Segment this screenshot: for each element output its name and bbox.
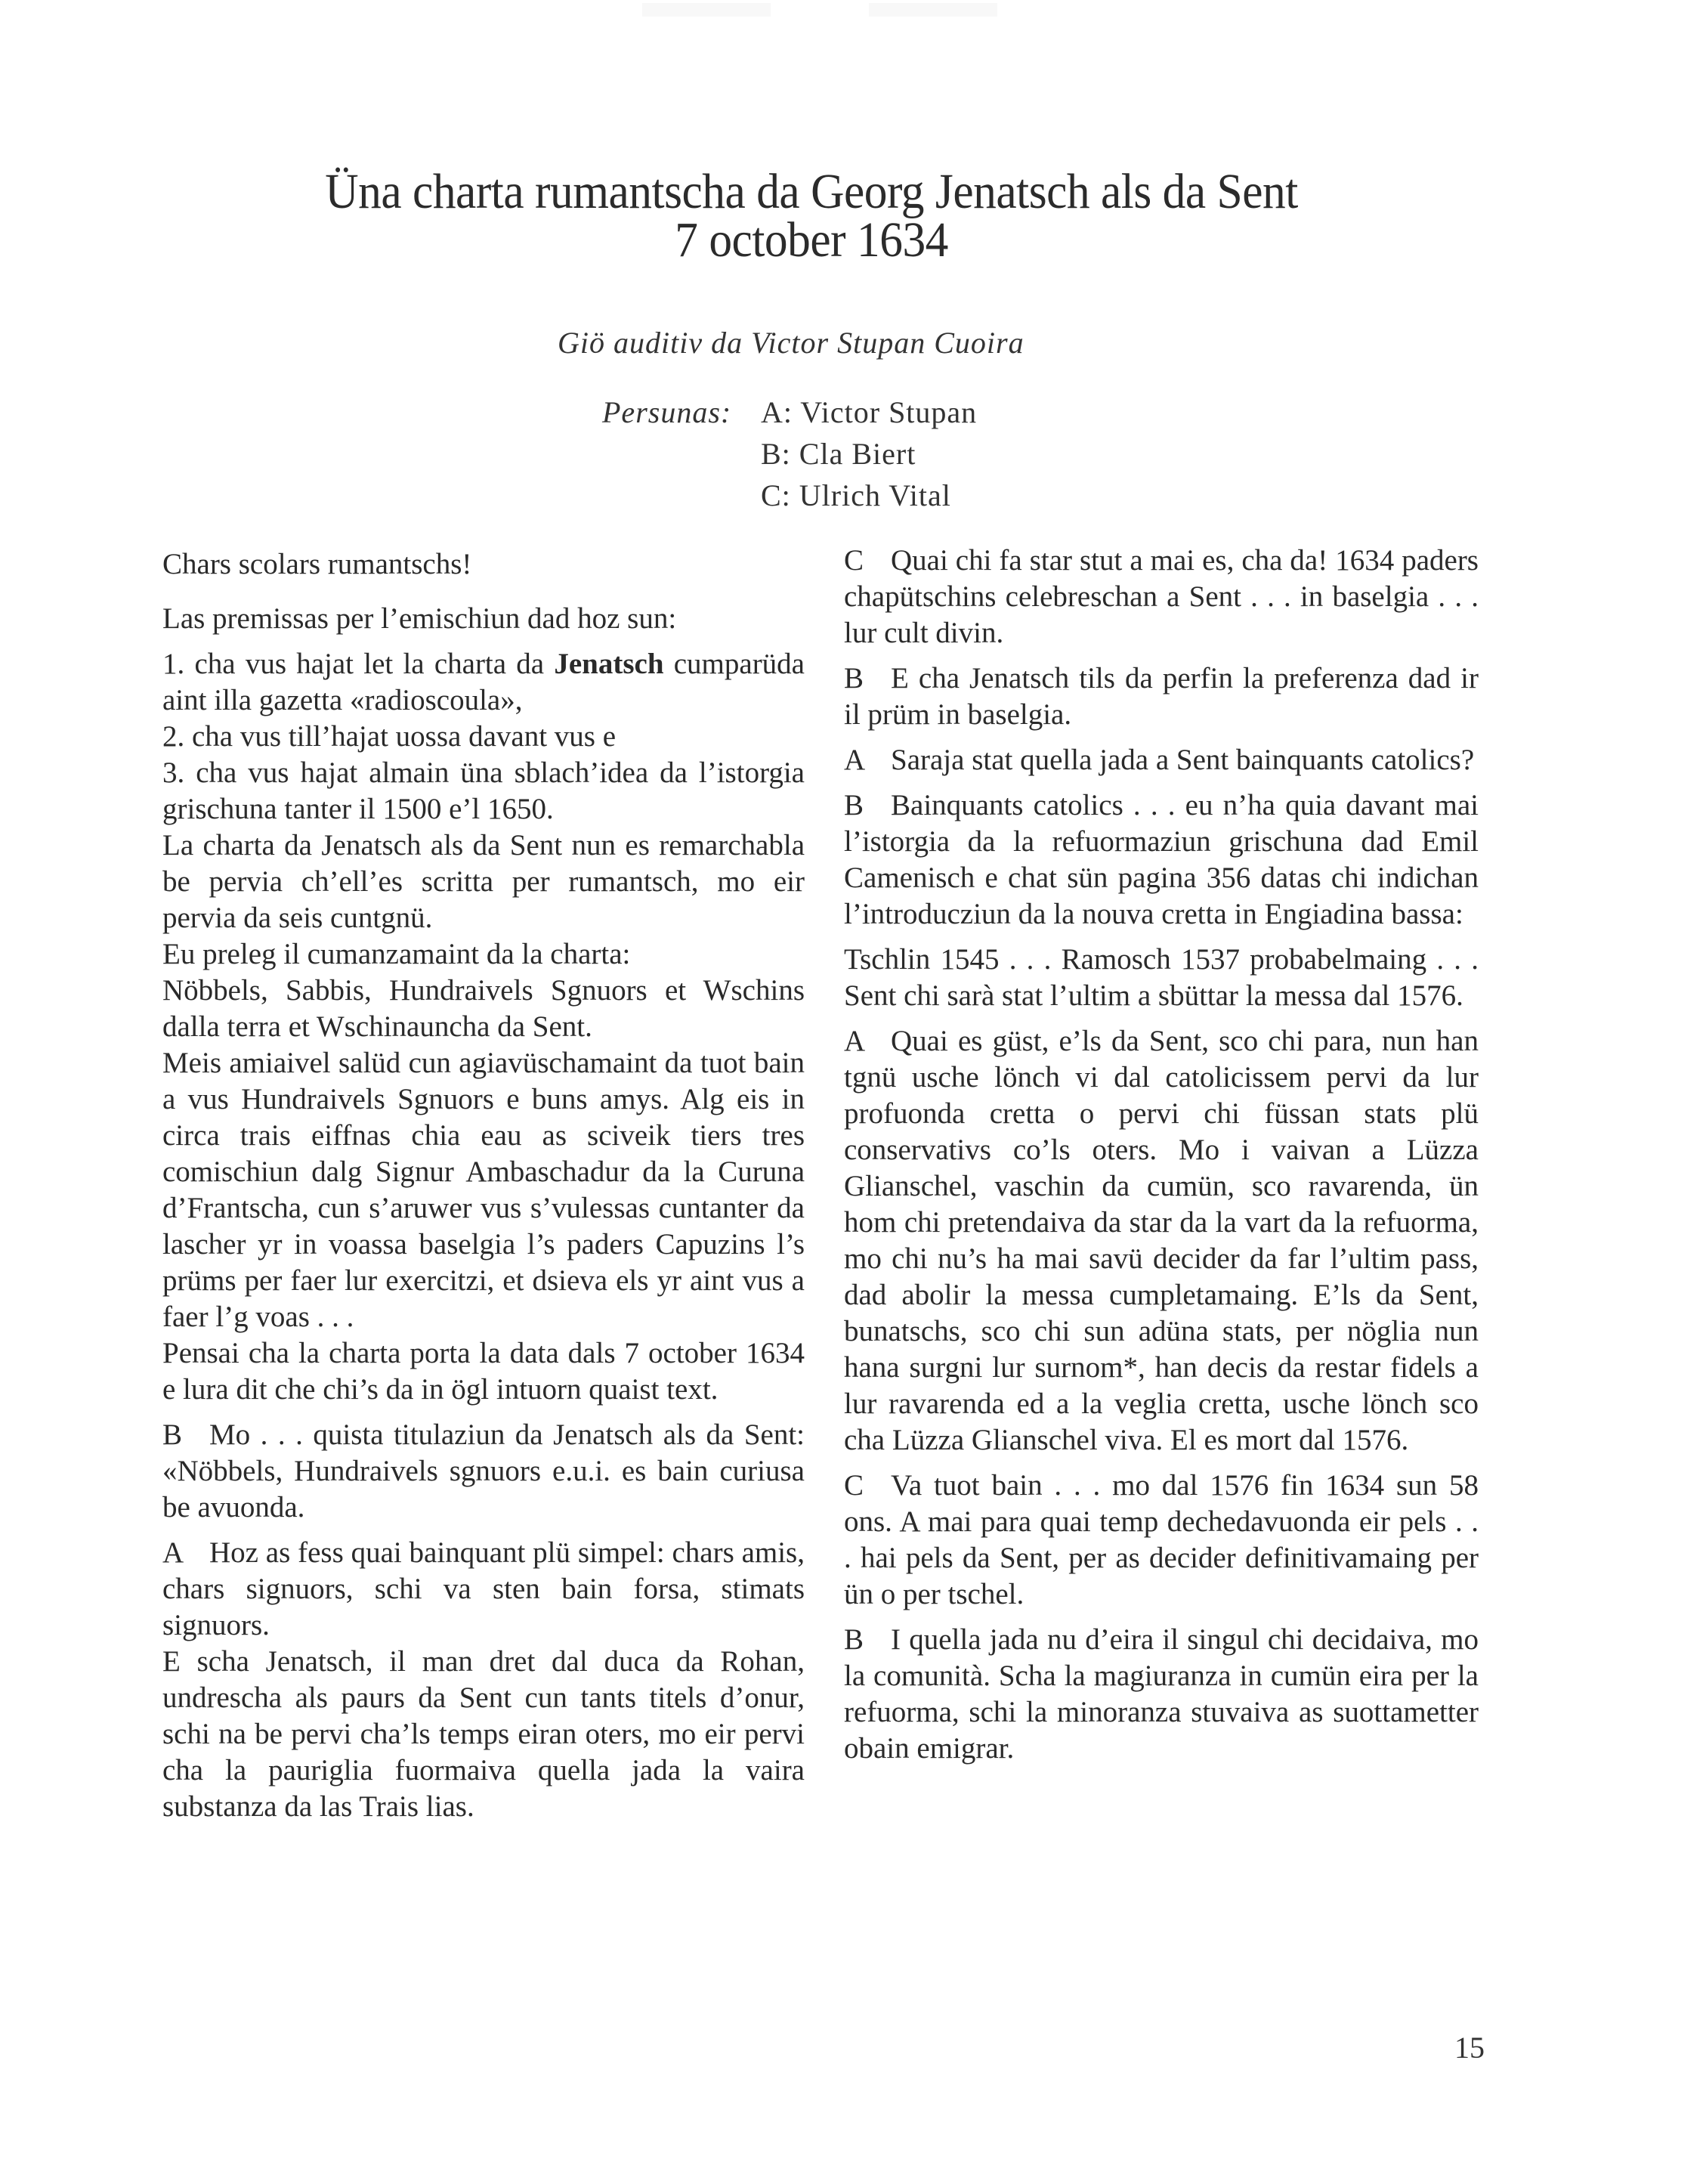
dialog-line [162,1417,805,1526]
dialog-line [162,1535,805,1644]
list-item-3: 3. cha vus hajat almain üna sblach’idea da l’istorgia grischuna tanter il 1500 e’l 1650. [162,756,805,825]
list-item-1-text-a: 1. cha vus hajat let la charta da [162,648,555,680]
speaker-label: C [844,1469,864,1502]
dialog-text: E cha Jenatsch tils da perfin la preferenza dad ir il prüm in baselgia. [844,662,1479,731]
letter-quote: Nöbbels, Sabbis, Hundraivels Sgnuors et Wschins dalla terra et Wschinauncha da Sent. [162,974,805,1043]
speaker-label: B [844,662,864,694]
dialog-text: Quai es güst, e’ls da Sent, sco chi para, nun han tgnü usche lönch vi dal catolicissem pervi da lur profuonda cretta o pervi chi füssan stats plü conservativs co’ls oters. Mo i vaivan a Lüzza Glianschel, vaschin da cumün, sco ravarenda, ün hom chi pretendaiva da star da la vart da la refuorma, mo chi nu’s ha mai savü decider da far l’ultim pass, dad abolir la messa cumpletamaing. E’ls da Sent, bunatschs, sco chi sun adüna stats, per nöglia nun hana surgni lur surnom*, han decis da restar fidels a lur ravarenda ed a la veglia cretta, usche lönch sco cha Lüzza Glianschel viva. El es mort dal 1576. [844,1025,1479,1456]
paragraph: La charta da Jenatsch als da Sent nun es remarchabla be pervia ch’ell’es scritta per rumantsch, mo eir pervia da seis cuntgnü. [162,829,805,934]
paragraph: Eu preleg il cumanzamaint da la charta: [162,938,631,970]
person-b: B: Cla Biert [761,437,916,471]
greeting: Chars scolars rumantschs! [162,548,472,580]
dialog-line [844,543,1479,651]
speaker-label: A [844,1025,866,1057]
speaker-label: B [844,789,864,821]
scan-artifact [642,3,771,17]
person-a: A: Victor Stupan [761,395,978,429]
dialog-line [844,1468,1479,1613]
persons-label: Persunas: [602,395,732,429]
dialog-line [844,660,1479,733]
dialog-text: Va tuot bain . . . mo dal 1576 fin 1634 sun 58 ons. A mai para quai temp dechedavuonda eir pels . . . hai pels da Sent, per as decider definitivamaing per ün o per tschel. [844,1469,1479,1610]
speaker-label: B [844,1623,864,1656]
dialog-text: Hoz as fess quai bainquant plü simpel: chars amis, chars signuors, schi va sten bain forsa, stimats signuors. [162,1536,805,1641]
letter-quote: Meis amiaivel salüd cun agiavüschamaint da tuot bain a vus Hundraivels Sgnuors e buns amys. Alg eis in circa trais eiffnas chia eau as sciveik tiers tres comischiun dalg Signur Ambaschadur da la Curuna d’Frantscha, cun s’aruwer vus s’vulessas cuntanter da lascher yr in voassa baselgia l’s paders Capuzins l’s prüms per faer lur exercitzi, et dsieva els yr aint vus a faer l’g voas . . . [162,1047,805,1333]
dialog-line [844,1023,1479,1459]
title-line-1: Üna charta rumantscha da Georg Jenatsch als da Sent [325,164,1298,219]
paragraph: Pensai cha la charta porta la data dals 7 october 1634 e lura dit che chi’s da in ögl intuorn quaist text. [162,1337,805,1406]
dialog-text: Bainquants catolics . . . eu n’ha quia davant mai l’istorgia da la refuormaziun grischuna dad Emil Camenisch e chat sün pagina 356 datas chi indichan l’introducziun da la nouva cretta in Engiadina bassa: [844,789,1479,930]
dialog-line [844,787,1479,933]
left-column [162,546,805,1825]
intro-paragraph: Las premissas per l’emischiun dad hoz sun: [162,602,677,635]
right-column [844,543,1479,1767]
dialog-line [844,742,1479,778]
dialog-text: I quella jada nu d’eira il singul chi decidaiva, mo la comunità. Scha la magiuranza in cumün eira per la refuorma, schi la minoranza stuvaiva as suottametter obain emigrar. [844,1623,1479,1765]
page-title [57,164,1643,268]
list-item-2: 2. cha vus till’hajat uossa davant vus e [162,720,617,753]
speaker-label: A [844,744,866,776]
list-item-1 [162,646,805,719]
dialog-text: Mo . . . quista titulaziun da Jenatsch als da Sent: «Nöbbels, Hundraivels sgnuors e.u.i. es bain curiusa be avuonda. [162,1418,805,1524]
dialog-line [844,1622,1479,1767]
scan-artifact [869,3,997,17]
speaker-label: C [844,544,864,577]
paragraph: E scha Jenatsch, il man dret dal duca da Rohan, undrescha als paurs da Sent cun tants titels d’onur, schi na be pervi cha’ls temps eiran oters, mo eir pervi cha la pauriglia fuormaiva quella jada la vaira substanza da las Trais lias. [162,1645,805,1823]
persons-list [761,391,1214,516]
speaker-label: B [162,1418,183,1451]
dialog-text: Quai chi fa star stut a mai es, cha da! 1634 paders chapütschins celebreschan a Sent . . . in baselgia . . . lur cult divin. [844,544,1479,649]
dialog-text: Saraja stat quella jada a Sent bainquants catolics? [891,744,1475,776]
list-item-1-text-b: cumparüda aint illa gazetta «radioscoula», [162,648,805,716]
person-c: C: Ulrich Vital [761,478,951,512]
subtitle-author: Giö auditiv da Victor Stupan Cuoira [558,326,1025,360]
list-item-1-bold: Jenatsch [554,648,664,680]
dates-paragraph: Tschlin 1545 . . . Ramosch 1537 probabelmaing . . . Sent chi sarà stat l’ultim a sbüttar la messa dal 1576. [844,943,1479,1012]
speaker-label: A [162,1536,184,1569]
page-number: 15 [1454,2031,1485,2065]
title-line-2: 7 october 1634 [675,212,948,268]
